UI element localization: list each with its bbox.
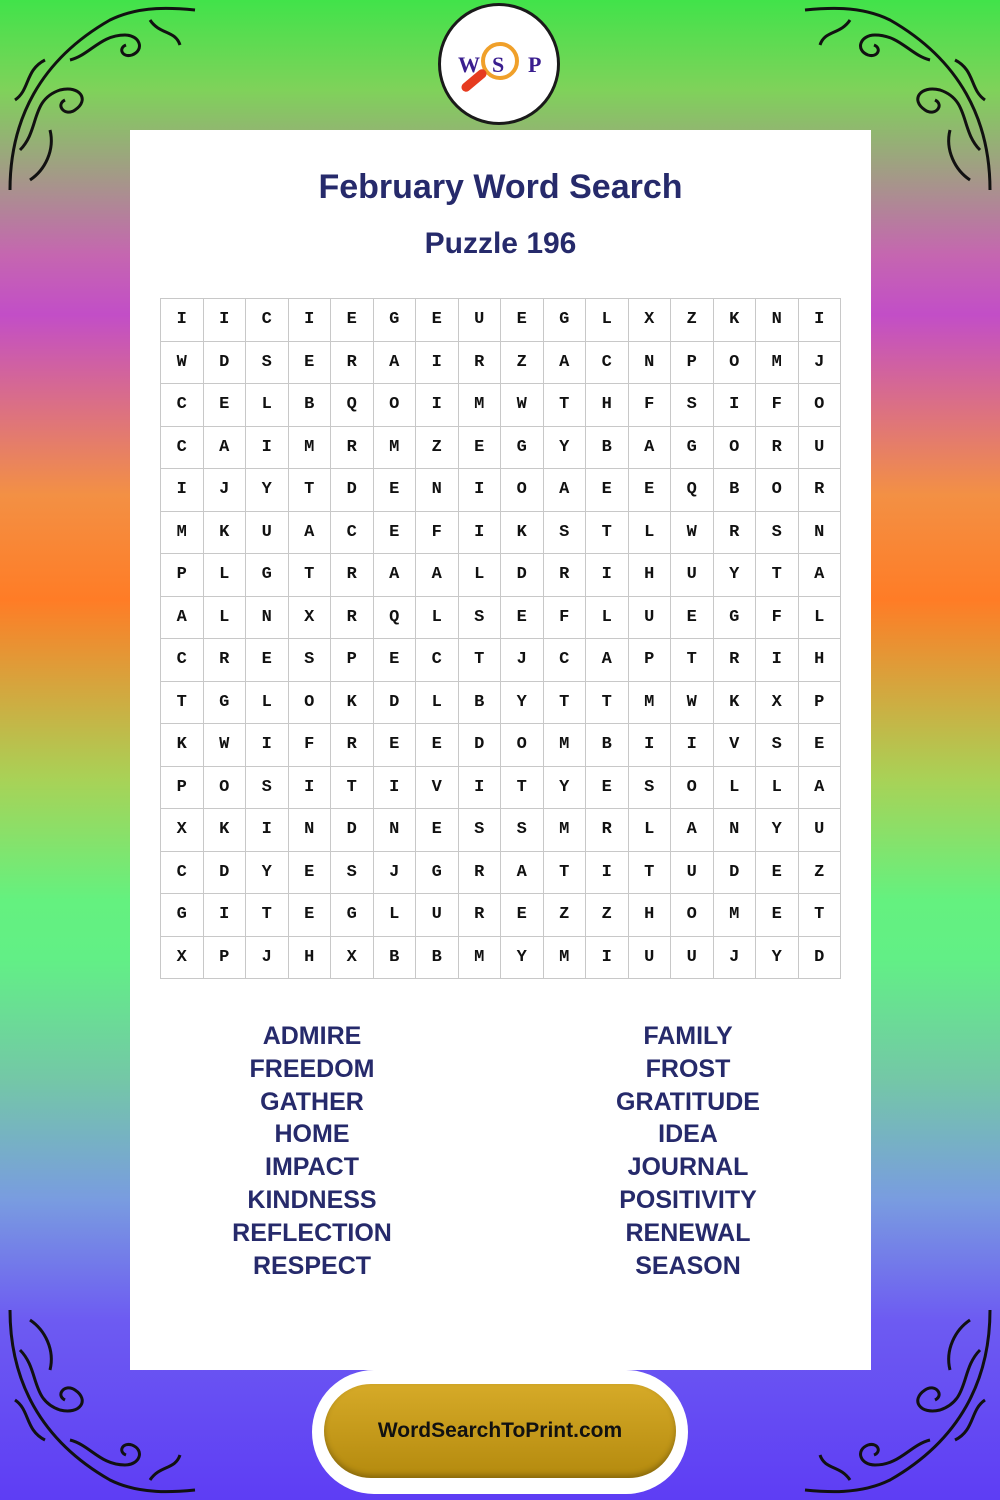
grid-cell[interactable]: E [756,852,799,895]
grid-cell[interactable]: J [246,937,289,980]
grid-cell[interactable]: E [416,724,459,767]
puzzle-number: Puzzle 196 [424,227,577,260]
grid-cell[interactable]: L [374,894,417,937]
word-list-item: KINDNESS [247,1185,377,1214]
grid-cell[interactable]: O [671,894,714,937]
grid-cell[interactable]: U [799,427,842,470]
grid-cell[interactable]: E [671,597,714,640]
grid-cell[interactable]: P [629,639,672,682]
grid-cell[interactable]: A [799,767,842,810]
grid-cell[interactable]: S [501,809,544,852]
grid-cell[interactable]: O [289,682,332,725]
grid-cell[interactable]: T [671,639,714,682]
grid-cell[interactable]: E [374,469,417,512]
word-list-right [558,1020,818,1282]
grid-cell[interactable]: B [586,724,629,767]
grid-cell[interactable]: O [204,767,247,810]
word-list-item: RENEWAL [625,1218,751,1247]
grid-cell[interactable]: O [756,469,799,512]
grid-cell[interactable]: G [246,554,289,597]
grid-cell[interactable]: U [459,299,502,342]
grid-cell[interactable]: R [204,639,247,682]
grid-cell[interactable]: T [459,639,502,682]
grid-cell[interactable]: E [331,299,374,342]
grid-cell[interactable]: D [374,682,417,725]
grid-cell[interactable]: S [459,809,502,852]
grid-cell[interactable]: B [586,427,629,470]
grid-cell[interactable]: C [586,342,629,385]
grid-cell[interactable]: V [416,767,459,810]
grid-cell[interactable]: A [374,342,417,385]
grid-cell[interactable]: C [161,852,204,895]
grid-cell[interactable]: I [289,767,332,810]
word-list-item: GRATITUDE [616,1087,760,1116]
grid-cell[interactable]: S [289,639,332,682]
puzzle-panel [130,130,871,1370]
grid-cell[interactable]: L [586,597,629,640]
grid-cell[interactable]: P [204,937,247,980]
grid-cell[interactable]: L [586,299,629,342]
word-list-item: IDEA [658,1120,718,1149]
grid-cell[interactable]: Q [671,469,714,512]
grid-cell[interactable]: P [161,767,204,810]
grid-cell[interactable]: L [629,809,672,852]
grid-cell[interactable]: T [331,767,374,810]
grid-cell[interactable]: T [799,894,842,937]
grid-cell[interactable]: M [374,427,417,470]
grid-cell[interactable]: N [246,597,289,640]
grid-cell[interactable]: G [331,894,374,937]
grid-cell[interactable]: F [629,384,672,427]
grid-cell[interactable]: J [799,342,842,385]
grid-cell[interactable]: D [204,342,247,385]
grid-cell[interactable]: C [246,299,289,342]
grid-cell[interactable]: U [671,937,714,980]
grid-cell[interactable]: E [459,427,502,470]
grid-cell[interactable]: Y [756,809,799,852]
grid-cell[interactable]: S [629,767,672,810]
grid-cell[interactable]: J [374,852,417,895]
grid-cell[interactable]: L [204,597,247,640]
grid-cell[interactable]: B [714,469,757,512]
grid-cell[interactable]: I [416,342,459,385]
grid-cell[interactable]: X [756,682,799,725]
grid-cell[interactable]: A [161,597,204,640]
grid-cell[interactable]: N [799,512,842,555]
grid-cell[interactable]: Y [714,554,757,597]
grid-cell[interactable]: R [331,342,374,385]
footer [312,1370,688,1494]
grid-cell[interactable]: M [544,809,587,852]
grid-cell[interactable]: N [416,469,459,512]
grid-cell[interactable]: A [501,852,544,895]
grid-cell[interactable]: T [246,894,289,937]
word-list-item: FAMILY [643,1022,733,1050]
grid-cell[interactable]: A [374,554,417,597]
grid-cell[interactable]: I [714,384,757,427]
grid-cell[interactable]: L [416,682,459,725]
grid-cell[interactable]: H [629,894,672,937]
grid-cell[interactable]: B [289,384,332,427]
grid-cell[interactable]: W [671,512,714,555]
grid-cell[interactable]: G [374,299,417,342]
word-list-item: POSITIVITY [619,1185,757,1214]
grid-cell[interactable]: I [204,894,247,937]
grid-cell[interactable]: G [161,894,204,937]
grid-cell[interactable]: H [629,554,672,597]
grid-cell[interactable]: A [629,427,672,470]
grid-cell[interactable]: I [756,639,799,682]
grid-cell[interactable]: O [799,384,842,427]
grid-cell[interactable]: S [331,852,374,895]
grid-cell[interactable]: L [714,767,757,810]
grid-cell[interactable]: Z [544,894,587,937]
grid-cell[interactable]: T [586,682,629,725]
grid-cell[interactable]: R [714,512,757,555]
grid-cell[interactable]: U [629,597,672,640]
grid-cell[interactable]: L [459,554,502,597]
grid-cell[interactable]: O [671,767,714,810]
grid-cell[interactable]: P [671,342,714,385]
letter-grid [160,298,841,979]
grid-cell[interactable]: W [204,724,247,767]
grid-cell[interactable]: F [756,384,799,427]
grid-cell[interactable]: I [246,724,289,767]
grid-cell[interactable]: F [416,512,459,555]
grid-cell[interactable]: L [756,767,799,810]
word-list-item: GATHER [260,1087,364,1116]
grid-cell[interactable]: I [459,767,502,810]
grid-cell[interactable]: I [204,299,247,342]
grid-cell[interactable]: Q [374,597,417,640]
grid-cell[interactable]: S [756,724,799,767]
grid-cell[interactable]: N [714,809,757,852]
grid-cell[interactable]: E [374,512,417,555]
grid-cell[interactable]: Z [501,342,544,385]
grid-cell[interactable]: E [374,639,417,682]
grid-cell[interactable]: L [799,597,842,640]
grid-cell[interactable]: A [671,809,714,852]
grid-cell[interactable]: E [586,767,629,810]
grid-cell[interactable]: E [799,724,842,767]
grid-cell[interactable]: X [629,299,672,342]
grid-cell[interactable]: P [799,682,842,725]
grid-cell[interactable]: E [416,299,459,342]
grid-cell[interactable]: Y [544,427,587,470]
word-list-left [182,1020,442,1282]
grid-cell[interactable]: E [629,469,672,512]
grid-cell[interactable]: K [161,724,204,767]
grid-cell[interactable]: U [246,512,289,555]
grid-cell[interactable]: I [416,384,459,427]
grid-cell[interactable]: L [246,682,289,725]
grid-cell[interactable]: T [289,469,332,512]
grid-cell[interactable]: L [246,384,289,427]
grid-cell[interactable]: C [161,384,204,427]
grid-cell[interactable]: S [246,767,289,810]
grid-cell[interactable]: I [161,299,204,342]
logo-letter-p: P [528,52,542,77]
grid-cell[interactable]: I [629,724,672,767]
grid-cell[interactable]: T [289,554,332,597]
logo[interactable] [438,3,560,125]
grid-cell[interactable]: T [501,767,544,810]
grid-cell[interactable]: M [459,937,502,980]
grid-cell[interactable]: T [586,512,629,555]
grid-cell[interactable]: E [756,894,799,937]
grid-cell[interactable]: B [374,937,417,980]
grid-cell[interactable]: R [799,469,842,512]
grid-cell[interactable]: O [714,427,757,470]
grid-cell[interactable]: K [204,809,247,852]
grid-cell[interactable]: A [586,639,629,682]
grid-cell[interactable]: R [544,554,587,597]
grid-cell[interactable]: J [714,937,757,980]
grid-cell[interactable]: X [331,937,374,980]
grid-cell[interactable]: I [459,469,502,512]
word-list-item: FROST [645,1054,731,1083]
grid-cell[interactable]: U [799,809,842,852]
grid-cell[interactable]: E [289,342,332,385]
grid-cell[interactable]: I [459,512,502,555]
grid-cell[interactable]: E [586,469,629,512]
grid-cell[interactable]: T [544,384,587,427]
grid-cell[interactable]: I [586,852,629,895]
word-list-item: HOME [274,1120,350,1149]
grid-cell[interactable]: L [629,512,672,555]
grid-cell[interactable]: R [331,724,374,767]
website-link-button[interactable]: WordSearchToPrint.com [324,1384,676,1478]
grid-cell[interactable]: F [756,597,799,640]
grid-cell[interactable]: T [544,852,587,895]
grid-cell[interactable]: X [161,937,204,980]
grid-cell[interactable]: D [331,809,374,852]
grid-cell[interactable]: I [374,767,417,810]
grid-cell[interactable]: S [459,597,502,640]
grid-cell[interactable]: O [501,469,544,512]
word-list-item: REFLECTION [232,1218,392,1247]
grid-cell[interactable]: G [671,427,714,470]
grid-cell[interactable]: U [671,852,714,895]
grid-cell[interactable]: Z [416,427,459,470]
grid-cell[interactable]: O [714,342,757,385]
grid-cell[interactable]: M [161,512,204,555]
grid-cell[interactable]: P [161,554,204,597]
grid-cell[interactable]: M [544,724,587,767]
logo-letter-w: W [458,52,480,77]
grid-cell[interactable]: X [289,597,332,640]
grid-cell[interactable]: B [416,937,459,980]
grid-cell[interactable]: L [204,554,247,597]
grid-cell[interactable]: W [501,384,544,427]
grid-cell[interactable]: K [714,299,757,342]
grid-cell[interactable]: W [671,682,714,725]
word-list-item: FREEDOM [249,1054,375,1083]
grid-cell[interactable]: A [204,427,247,470]
grid-cell[interactable]: T [756,554,799,597]
grid-cell[interactable]: M [289,427,332,470]
grid-cell[interactable]: K [331,682,374,725]
grid-cell[interactable]: G [501,427,544,470]
grid-cell[interactable]: A [544,469,587,512]
grid-cell[interactable]: D [204,852,247,895]
grid-cell[interactable]: M [459,384,502,427]
grid-cell[interactable]: H [289,937,332,980]
grid-cell[interactable]: M [714,894,757,937]
grid-cell[interactable]: M [629,682,672,725]
grid-cell[interactable]: E [289,894,332,937]
word-list-item: RESPECT [252,1251,372,1280]
grid-cell[interactable]: F [289,724,332,767]
grid-cell[interactable]: J [204,469,247,512]
grid-cell[interactable]: Y [501,682,544,725]
grid-cell[interactable]: S [246,342,289,385]
grid-cell[interactable]: G [544,299,587,342]
grid-cell[interactable]: R [459,852,502,895]
grid-cell[interactable]: E [374,724,417,767]
grid-cell[interactable]: G [714,597,757,640]
grid-cell[interactable]: N [289,809,332,852]
grid-cell[interactable]: L [416,597,459,640]
grid-cell[interactable]: C [161,427,204,470]
grid-cell[interactable]: R [331,554,374,597]
grid-cell[interactable]: E [501,894,544,937]
grid-cell[interactable]: E [501,597,544,640]
grid-cell[interactable]: T [629,852,672,895]
grid-cell[interactable]: G [204,682,247,725]
grid-cell[interactable]: M [756,342,799,385]
word-list-item: SEASON [635,1251,741,1280]
word-list-item: ADMIRE [262,1022,362,1050]
grid-cell[interactable]: R [756,427,799,470]
grid-cell[interactable]: H [586,384,629,427]
grid-cell[interactable]: D [501,554,544,597]
grid-cell[interactable]: Q [331,384,374,427]
grid-cell[interactable]: U [671,554,714,597]
grid-cell[interactable]: I [246,809,289,852]
grid-cell[interactable]: R [714,639,757,682]
grid-cell[interactable]: I [161,469,204,512]
grid-cell[interactable]: R [331,427,374,470]
word-list-item: JOURNAL [627,1153,749,1182]
grid-cell[interactable]: M [544,937,587,980]
grid-cell[interactable]: N [756,299,799,342]
grid-cell[interactable]: D [459,724,502,767]
grid-cell[interactable]: D [331,469,374,512]
grid-cell[interactable]: K [204,512,247,555]
grid-cell[interactable]: Z [799,852,842,895]
grid-cell[interactable]: O [501,724,544,767]
grid-cell[interactable]: A [289,512,332,555]
grid-cell[interactable]: I [289,299,332,342]
grid-cell[interactable]: D [714,852,757,895]
grid-cell[interactable]: C [544,639,587,682]
grid-cell[interactable]: R [331,597,374,640]
grid-cell[interactable]: V [714,724,757,767]
grid-cell[interactable]: Z [671,299,714,342]
grid-cell[interactable]: H [799,639,842,682]
grid-cell[interactable]: A [416,554,459,597]
grid-cell[interactable]: S [671,384,714,427]
page-title: February Word Search [318,168,683,206]
grid-cell[interactable]: F [544,597,587,640]
grid-cell[interactable]: D [799,937,842,980]
grid-cell[interactable]: X [161,809,204,852]
grid-cell[interactable]: R [586,809,629,852]
grid-cell[interactable]: E [204,384,247,427]
grid-cell[interactable]: C [161,639,204,682]
word-list-item: IMPACT [265,1153,359,1182]
grid-cell[interactable]: Y [246,469,289,512]
grid-cell[interactable]: I [246,427,289,470]
grid-cell[interactable]: N [629,342,672,385]
grid-cell[interactable]: I [586,937,629,980]
grid-cell[interactable]: U [629,937,672,980]
grid-cell[interactable]: U [416,894,459,937]
grid-cell[interactable]: I [799,299,842,342]
grid-cell[interactable]: A [544,342,587,385]
grid-cell[interactable]: A [799,554,842,597]
grid-cell[interactable]: C [416,639,459,682]
grid-cell[interactable]: B [459,682,502,725]
grid-cell[interactable]: C [331,512,374,555]
grid-cell[interactable]: Z [586,894,629,937]
grid-cell[interactable]: P [331,639,374,682]
grid-cell[interactable]: E [501,299,544,342]
grid-cell[interactable]: O [374,384,417,427]
grid-cell[interactable]: E [416,809,459,852]
grid-cell[interactable]: K [501,512,544,555]
grid-cell[interactable]: T [161,682,204,725]
logo-letter-s: S [492,52,505,77]
grid-cell[interactable]: Y [501,937,544,980]
grid-cell[interactable]: I [671,724,714,767]
grid-cell[interactable]: E [246,639,289,682]
grid-cell[interactable]: I [586,554,629,597]
grid-cell[interactable]: R [459,342,502,385]
grid-cell[interactable]: S [756,512,799,555]
grid-cell[interactable]: Y [246,852,289,895]
grid-cell[interactable]: Y [756,937,799,980]
grid-cell[interactable]: N [374,809,417,852]
grid-cell[interactable]: W [161,342,204,385]
grid-cell[interactable]: G [416,852,459,895]
grid-cell[interactable]: S [544,512,587,555]
grid-cell[interactable]: R [459,894,502,937]
grid-cell[interactable]: J [501,639,544,682]
grid-cell[interactable]: Y [544,767,587,810]
grid-cell[interactable]: E [289,852,332,895]
grid-cell[interactable]: K [714,682,757,725]
grid-cell[interactable]: T [544,682,587,725]
